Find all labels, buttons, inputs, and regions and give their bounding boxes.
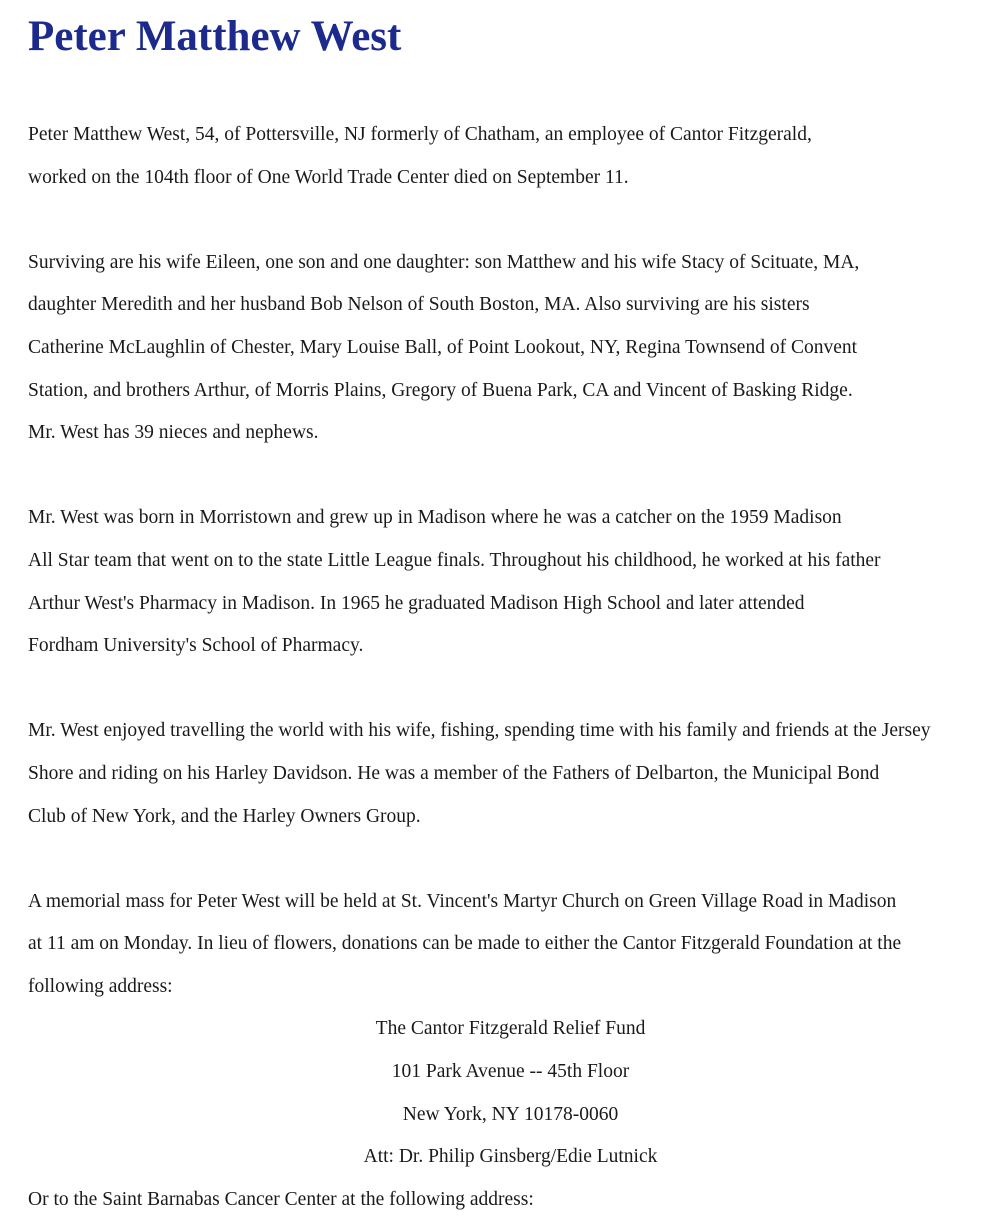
paragraph-early-life	[28, 497, 988, 667]
text-line: daughter Meredith and her husband Bob Nelson of South Boston, MA. Also surviving are his sisters	[28, 294, 810, 316]
text-line: Mr. West enjoyed travelling the world with his wife, fishing, spending time with his family and friends at the Jersey	[28, 720, 931, 742]
text-line: All Star team that went on to the state Little League finals. Throughout his childhood, he worked at his father	[28, 549, 881, 571]
address-line: New York, NY 10178-0060	[402, 1103, 619, 1125]
address-line: 101 Park Avenue -- 45th Floor	[391, 1061, 630, 1083]
text-line: Mr. West was born in Morristown and grew up in Madison where he was a catcher on the 1959 Madison	[28, 507, 842, 529]
address-line: Att: Dr. Philip Ginsberg/Edie Lutnick	[363, 1146, 658, 1168]
paragraph-survivors	[28, 242, 988, 455]
text-line: worked on the 104th floor of One World Trade Center died on September 11.	[28, 166, 629, 188]
text-line: Surviving are his wife Eileen, one son and one daughter: son Matthew and his wife Stacy of Scituate, MA,	[28, 251, 860, 273]
address-line: The Cantor Fitzgerald Relief Fund	[375, 1018, 646, 1040]
text-line: Peter Matthew West, 54, of Pottersville, NJ formerly of Chatham, an employee of Cantor Fitzgerald,	[28, 124, 812, 145]
text-line: A memorial mass for Peter West will be held at St. Vincent's Martyr Church on Green Village Road in Madison	[28, 890, 897, 912]
paragraph-memorial	[28, 881, 988, 1009]
text-line: Arthur West's Pharmacy in Madison. In 1965 he graduated Madison High School and later attended	[28, 592, 805, 614]
paragraph-death-notice	[28, 114, 988, 199]
closing-line: Or to the Saint Barnabas Cancer Center at the following address:	[28, 1188, 534, 1210]
text-line: Fordham University's School of Pharmacy.	[28, 635, 364, 657]
obituary-body	[28, 114, 988, 1221]
relief-fund-address	[28, 1008, 993, 1178]
page-title: Peter Matthew West	[28, 13, 402, 60]
text-line: Catherine McLaughlin of Chester, Mary Louise Ball, of Point Lookout, NY, Regina Townsend of Convent	[28, 336, 858, 358]
text-line: Mr. West has 39 nieces and nephews.	[28, 422, 319, 444]
text-line: at 11 am on Monday. In lieu of flowers, donations can be made to either the Cantor Fitzgerald Foundation at the	[28, 933, 902, 955]
paragraph-interests	[28, 710, 988, 838]
text-line: following address:	[28, 975, 173, 997]
text-line: Club of New York, and the Harley Owners Group.	[28, 805, 421, 827]
text-line: Shore and riding on his Harley Davidson. He was a member of the Fathers of Delbarton, the Municipal Bond	[28, 762, 880, 784]
text-line: Station, and brothers Arthur, of Morris Plains, Gregory of Buena Park, CA and Vincent of Basking Ridge.	[28, 379, 853, 401]
